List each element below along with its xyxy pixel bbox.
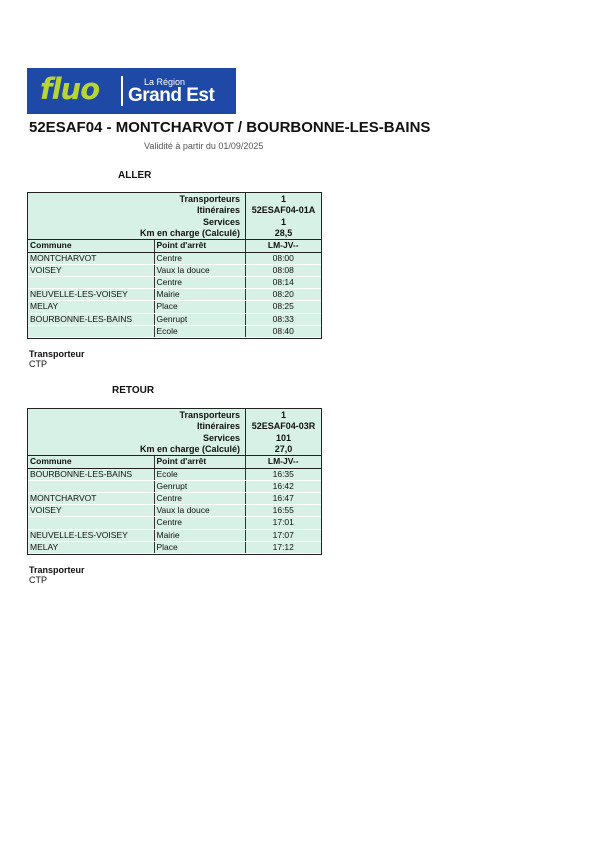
stop-cell: Ecole <box>154 468 245 480</box>
time-cell: 08:25 <box>245 301 321 313</box>
time-cell: 17:07 <box>245 529 321 541</box>
commune-cell: VOISEY <box>28 505 154 517</box>
stop-cell: Place <box>154 301 245 313</box>
info-value: 28,5 <box>274 228 293 239</box>
commune-cell: NEUVELLE-LES-VOISEY <box>28 529 154 541</box>
stop-cell: Genrupt <box>154 480 245 492</box>
commune-cell: MONTCHARVOT <box>28 492 154 504</box>
table-row <box>28 505 321 517</box>
commune-cell: MELAY <box>28 541 154 553</box>
time-cell: 08:00 <box>245 252 321 264</box>
table-row <box>28 468 321 480</box>
table-row <box>28 252 321 264</box>
stop-cell: Genrupt <box>154 313 245 325</box>
aller-info-itineraires <box>28 205 321 217</box>
table-row <box>28 264 321 276</box>
commune-cell: BOURBONNE-LES-BAINS <box>28 313 154 325</box>
retour-timetable <box>27 408 322 555</box>
logo-region-text: La Région <box>144 77 186 87</box>
logo-grand-est-text: Grand Est <box>128 85 215 106</box>
stop-cell: Ecole <box>154 325 245 337</box>
aller-transporteur <box>29 349 85 369</box>
fluo-grand-est-logo <box>27 68 236 114</box>
time-cell: 08:20 <box>245 289 321 301</box>
table-row <box>28 529 321 541</box>
info-label: Transporteurs <box>179 193 240 204</box>
table-row <box>28 480 321 492</box>
transporteur-label: Transporteur <box>29 349 85 359</box>
aller-info-km <box>28 228 321 240</box>
column-header-commune: Commune <box>28 240 154 252</box>
commune-cell: NEUVELLE-LES-VOISEY <box>28 289 154 301</box>
commune-cell: VOISEY <box>28 264 154 276</box>
commune-cell: MONTCHARVOT <box>28 252 154 264</box>
commune-cell: MELAY <box>28 301 154 313</box>
time-cell: 16:35 <box>245 468 321 480</box>
retour-info-itineraires <box>28 421 321 433</box>
retour-info-km <box>28 444 321 456</box>
page-title: 52ESAF04 - MONTCHARVOT / BOURBONNE-LES-BAINS <box>29 119 431 136</box>
time-cell: 08:14 <box>245 276 321 288</box>
table-row <box>28 325 321 337</box>
table-header-row <box>28 456 321 468</box>
table-row <box>28 289 321 301</box>
aller-heading: ALLER <box>118 170 152 181</box>
retour-heading: RETOUR <box>112 385 155 396</box>
info-value: 1 <box>280 409 286 420</box>
stop-cell: Vaux la douce <box>154 264 245 276</box>
stop-cell: Centre <box>154 517 245 529</box>
commune-cell <box>28 480 154 492</box>
stop-cell: Centre <box>154 276 245 288</box>
column-header-commune: Commune <box>28 456 154 468</box>
time-cell: 17:01 <box>245 517 321 529</box>
stop-cell: Centre <box>154 252 245 264</box>
commune-cell <box>28 517 154 529</box>
info-label: Services <box>202 216 240 227</box>
info-label: Km en charge (Calculé) <box>139 228 240 239</box>
info-label: Services <box>202 432 240 443</box>
info-value: 27,0 <box>274 444 293 455</box>
retour-info-services <box>28 432 321 444</box>
stop-cell: Mairie <box>154 529 245 541</box>
time-cell: 16:55 <box>245 505 321 517</box>
time-cell: 17:12 <box>245 541 321 553</box>
info-label: Km en charge (Calculé) <box>139 444 240 455</box>
time-cell: 16:47 <box>245 492 321 504</box>
column-header-days: LM-JV-- <box>245 240 321 252</box>
commune-cell <box>28 325 154 337</box>
column-header-point-arret: Point d'arrêt <box>154 456 245 468</box>
time-cell: 16:42 <box>245 480 321 492</box>
stop-cell: Place <box>154 541 245 553</box>
table-row <box>28 541 321 553</box>
transporteur-value: CTP <box>29 575 47 585</box>
commune-cell: BOURBONNE-LES-BAINS <box>28 468 154 480</box>
aller-timetable <box>27 192 322 339</box>
time-cell: 08:08 <box>245 264 321 276</box>
validity-date: Validité à partir du 01/09/2025 <box>144 141 264 151</box>
retour-stops-table <box>28 455 321 554</box>
info-value: 52ESAF04-03R <box>251 421 316 432</box>
aller-stops-table <box>28 239 321 338</box>
transporteur-value: CTP <box>29 359 47 369</box>
stop-cell: Vaux la douce <box>154 505 245 517</box>
column-header-days: LM-JV-- <box>245 456 321 468</box>
table-row <box>28 492 321 504</box>
aller-info-services <box>28 216 321 228</box>
logo-fluo-text: fluo <box>40 72 100 106</box>
info-label: Transporteurs <box>179 409 240 420</box>
table-row <box>28 276 321 288</box>
info-value: 52ESAF04-01A <box>251 205 316 216</box>
info-value: 101 <box>275 432 292 443</box>
retour-transporteur <box>29 565 85 585</box>
stop-cell: Mairie <box>154 289 245 301</box>
table-row <box>28 313 321 325</box>
retour-info-transporteurs <box>28 409 321 421</box>
transporteur-label: Transporteur <box>29 565 85 575</box>
time-cell: 08:40 <box>245 325 321 337</box>
logo-separator <box>121 76 123 106</box>
table-row <box>28 517 321 529</box>
table-header-row <box>28 240 321 252</box>
stop-cell: Centre <box>154 492 245 504</box>
info-label: Itinéraires <box>196 205 240 216</box>
info-value: 1 <box>280 216 286 227</box>
table-row <box>28 301 321 313</box>
time-cell: 08:33 <box>245 313 321 325</box>
aller-info-transporteurs <box>28 193 321 205</box>
info-label: Itinéraires <box>196 421 240 432</box>
column-header-point-arret: Point d'arrêt <box>154 240 245 252</box>
info-value: 1 <box>280 193 286 204</box>
commune-cell <box>28 276 154 288</box>
